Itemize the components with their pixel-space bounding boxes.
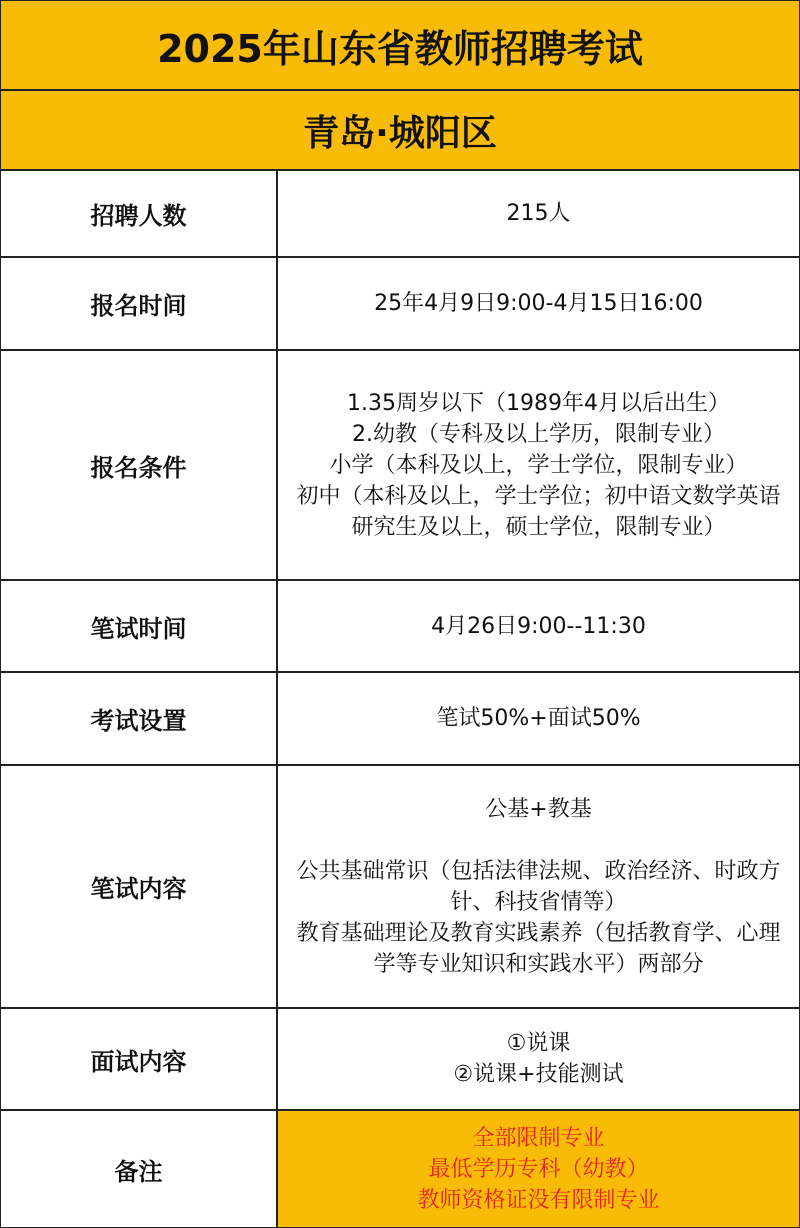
page-title: 2025年山东省教师招聘考试	[1, 1, 799, 91]
value-line: 4月26日9:00--11:30	[431, 613, 646, 639]
value-line: ①说课	[506, 1031, 571, 1056]
value-line: 1.35周岁以下（1989年4月以后出生）	[347, 390, 730, 416]
row-label: 备注	[1, 1111, 278, 1227]
value-line: 公基+教基	[485, 796, 592, 822]
table-row-recruit-count	[1, 171, 799, 258]
row-value	[278, 258, 799, 349]
table-row-registration-requirements	[1, 351, 799, 581]
value-line: 教育基础理论及教育实践素养（包括教育学、心理	[296, 920, 781, 946]
value-line: 最低学历专科（幼教）	[428, 1156, 649, 1182]
row-label: 报名时间	[1, 258, 278, 349]
value-line: 笔试50%+面试50%	[436, 706, 641, 731]
table-row-registration-time	[1, 258, 799, 351]
page-subtitle: 青岛·城阳区	[1, 91, 799, 171]
row-value	[278, 1111, 799, 1227]
row-label: 报名条件	[1, 351, 278, 579]
row-label: 招聘人数	[1, 171, 278, 256]
value-line: 教师资格证没有限制专业	[417, 1187, 660, 1213]
row-label: 面试内容	[1, 1009, 278, 1109]
row-value	[278, 171, 799, 256]
value-line: 2.幼教（专科及以上学历，限制专业）	[352, 421, 725, 447]
value-line: ②说课+技能测试	[453, 1062, 624, 1087]
table-row-interview-content	[1, 1009, 799, 1111]
row-value	[278, 351, 799, 579]
value-line: 215人	[506, 201, 571, 226]
value-line: 初中（本科及以上，学士学位；初中语文数学英语	[296, 483, 781, 509]
value-line: 全部限制专业	[472, 1125, 605, 1151]
row-value	[278, 581, 799, 671]
value-line: 公共基础常识（包括法律法规、政治经济、时政方	[296, 858, 781, 884]
table-row-notes	[1, 1111, 799, 1227]
table-row-written-exam-content	[1, 766, 799, 1009]
value-line: 学等专业知识和实践水平）两部分	[373, 951, 704, 977]
value-line: 针、科技省情等）	[450, 889, 627, 915]
value-line: 25年4月9日9:00-4月15日16:00	[374, 291, 703, 316]
row-value	[278, 766, 799, 1007]
table-row-written-exam-time	[1, 581, 799, 673]
row-value	[278, 673, 799, 764]
value-line: 研究生及以上，硕士学位，限制专业）	[351, 514, 726, 540]
table-row-exam-weighting	[1, 673, 799, 766]
row-label: 笔试时间	[1, 581, 278, 671]
row-value	[278, 1009, 799, 1109]
value-line: 小学（本科及以上，学士学位，限制专业）	[329, 452, 748, 478]
row-label: 笔试内容	[1, 766, 278, 1007]
row-label: 考试设置	[1, 673, 278, 764]
